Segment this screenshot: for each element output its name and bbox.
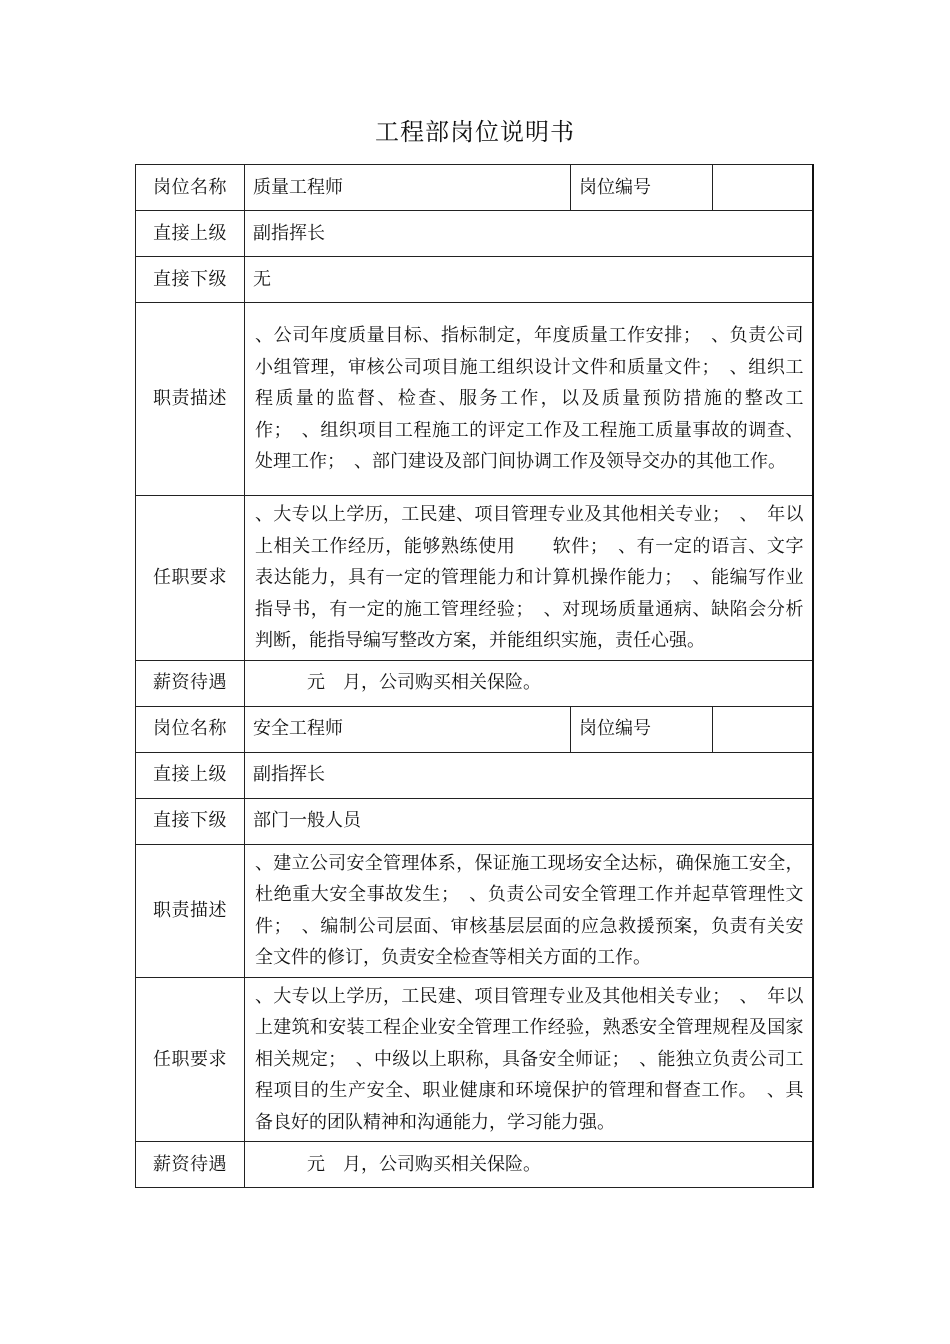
table-row bbox=[136, 844, 813, 977]
table-row bbox=[136, 165, 813, 211]
table-row bbox=[136, 706, 813, 752]
direct-superior-value: 副指挥长 bbox=[245, 211, 813, 257]
direct-subordinate-label: 直接下级 bbox=[136, 798, 245, 844]
table-row bbox=[136, 257, 813, 303]
table-row bbox=[136, 303, 813, 496]
table-row bbox=[136, 977, 813, 1142]
salary-value: 元 月，公司购买相关保险。 bbox=[245, 1142, 813, 1188]
position-code-value bbox=[713, 706, 813, 752]
position-code-value bbox=[713, 165, 813, 211]
salary-label: 薪资待遇 bbox=[136, 1142, 245, 1188]
direct-superior-label: 直接上级 bbox=[136, 752, 245, 798]
position-name-value: 安全工程师 bbox=[245, 706, 571, 752]
salary-label: 薪资待遇 bbox=[136, 660, 245, 706]
requirements-label: 任职要求 bbox=[136, 977, 245, 1142]
table-row bbox=[136, 1142, 813, 1188]
direct-subordinate-value: 部门一般人员 bbox=[245, 798, 813, 844]
table-row bbox=[136, 211, 813, 257]
duties-label: 职责描述 bbox=[136, 844, 245, 977]
duties-text: 、建立公司安全管理体系，保证施工现场安全达标，确保施工安全，杜绝重大安全事故发生； 、负责公司安全管理工作并起草管理性文件； 、编制公司层面、审核基层层面的应急救援预案，负责有关安全文件的修订，负责安全检查等相关方面的工作。 bbox=[245, 844, 813, 977]
direct-superior-value: 副指挥长 bbox=[245, 752, 813, 798]
position-code-label: 岗位编号 bbox=[571, 706, 713, 752]
position-name-label: 岗位名称 bbox=[136, 165, 245, 211]
job-description-table bbox=[135, 164, 840, 1188]
position-name-label: 岗位名称 bbox=[136, 706, 245, 752]
salary-value: 元 月，公司购买相关保险。 bbox=[245, 660, 813, 706]
direct-superior-label: 直接上级 bbox=[136, 211, 245, 257]
requirements-text: 、大专以上学历，工民建、项目管理专业及其他相关专业； 、 年以上相关工作经历，能够熟练使用 软件； 、有一定的语言、文字表达能力，具有一定的管理能力和计算机操作能力； 、能编写作业指导书，有一定的施工管理经验； 、对现场质量通病、缺陷会分析判断，能指导编写整改方案，并能组织实施，责任心强。 bbox=[245, 496, 813, 661]
table-row bbox=[136, 752, 813, 798]
requirements-label: 任职要求 bbox=[136, 496, 245, 661]
duties-label: 职责描述 bbox=[136, 303, 245, 496]
table-row bbox=[136, 660, 813, 706]
position-code-label: 岗位编号 bbox=[571, 165, 713, 211]
requirements-text: 、大专以上学历，工民建、项目管理专业及其他相关专业； 、 年以上建筑和安装工程企业安全管理工作经验，熟悉安全管理规程及国家相关规定； 、中级以上职称，具备安全师证； 、能独立负责公司工程项目的生产安全、职业健康和环境保护的管理和督查工作。 、具备良好的团队精神和沟通能力，学习能力强。 bbox=[245, 977, 813, 1142]
position-name-value: 质量工程师 bbox=[245, 165, 571, 211]
table-row bbox=[136, 496, 813, 661]
table-row bbox=[136, 798, 813, 844]
document-title: 工程部岗位说明书 bbox=[375, 118, 575, 146]
duties-text: 、公司年度质量目标、指标制定，年度质量工作安排； 、负责公司 小组管理，审核公司项目施工组织设计文件和质量文件； 、组织工程质量的监督、检查、服务工作，以及质量预防措施的整改工作； 、组织项目工程施工的评定工作及工程施工质量事故的调查、处理工作； 、部门建设及部门间协调工作及领导交办的其他工作。 bbox=[245, 303, 813, 496]
direct-subordinate-value: 无 bbox=[245, 257, 813, 303]
direct-subordinate-label: 直接下级 bbox=[136, 257, 245, 303]
